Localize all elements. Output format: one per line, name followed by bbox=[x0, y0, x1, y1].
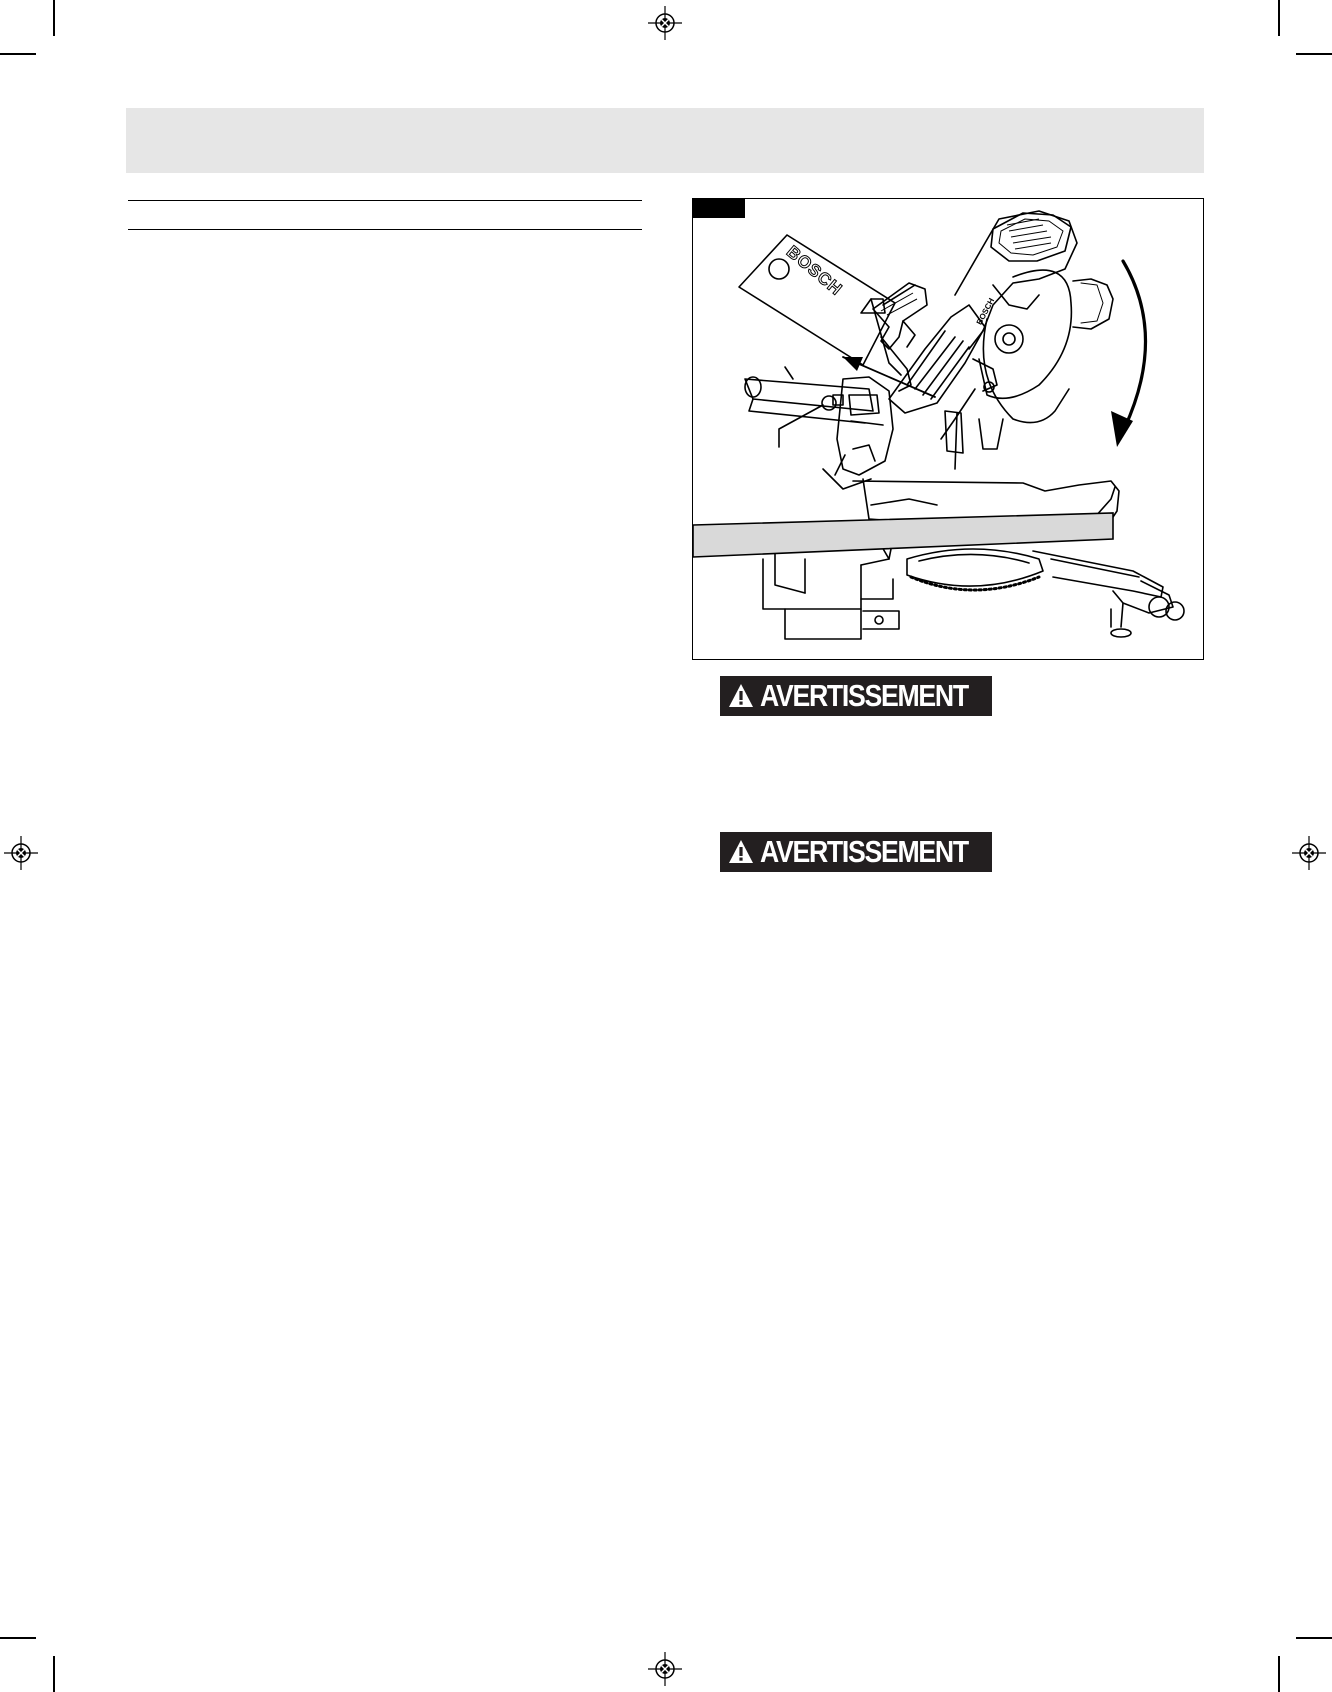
crop-mark bbox=[53, 0, 55, 36]
warning-badge bbox=[720, 676, 992, 716]
crop-mark bbox=[53, 1656, 55, 1692]
section-rule-bottom bbox=[128, 229, 642, 230]
crop-mark bbox=[0, 1637, 36, 1639]
miter-saw-illustration bbox=[693, 199, 1204, 660]
workpiece-board bbox=[693, 513, 1113, 557]
registration-mark-icon bbox=[648, 1652, 682, 1686]
warning-triangle-icon bbox=[728, 683, 754, 709]
warning-triangle-icon bbox=[728, 839, 754, 865]
registration-mark-icon bbox=[1292, 836, 1326, 870]
crop-mark bbox=[1278, 1656, 1280, 1692]
crop-mark bbox=[0, 53, 36, 55]
registration-mark-icon bbox=[4, 836, 38, 870]
crop-mark bbox=[1278, 0, 1280, 36]
crop-mark bbox=[1296, 1637, 1332, 1639]
registration-mark-icon bbox=[648, 6, 682, 40]
pull-arrowhead bbox=[843, 357, 863, 371]
section-rule-top bbox=[128, 200, 642, 201]
figure-frame bbox=[692, 198, 1204, 660]
warning-label: AVERTISSEMENT bbox=[760, 678, 968, 713]
figure-brand-logo: BOSCH bbox=[782, 241, 847, 300]
blade-guard-label: BOSCH bbox=[974, 296, 997, 327]
warning-badge bbox=[720, 832, 992, 872]
crop-mark bbox=[1296, 53, 1332, 55]
warning-label: AVERTISSEMENT bbox=[760, 834, 968, 869]
header-band bbox=[126, 108, 1204, 173]
